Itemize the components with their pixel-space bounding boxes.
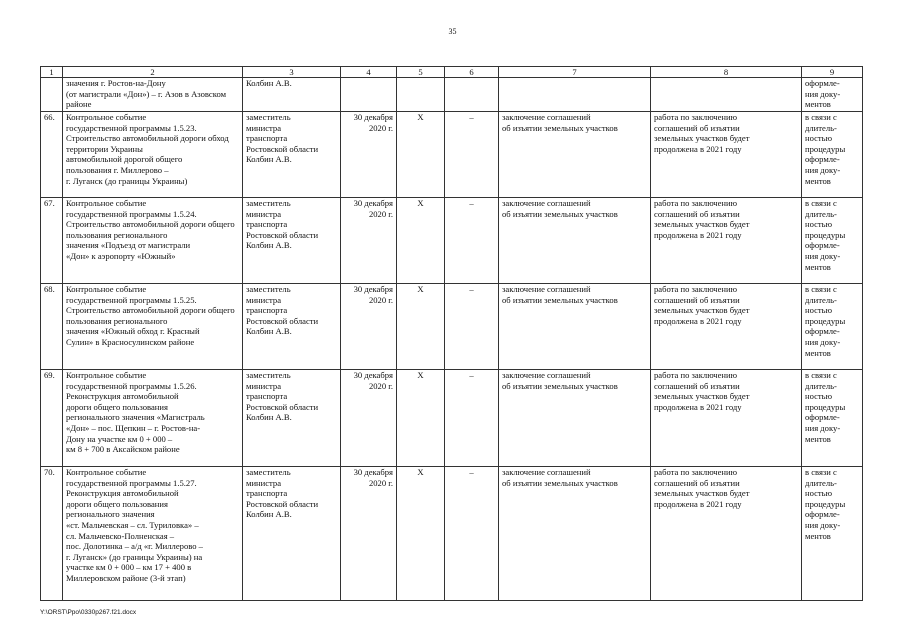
row-number: 69.: [41, 370, 63, 467]
continuation-row: [41, 78, 863, 112]
col6-mark: –: [445, 370, 499, 467]
header-cell: 3: [243, 67, 341, 78]
reason-text: в связи с длитель- ностью процедуры оформле- ния доку- ментов: [802, 284, 863, 370]
responsible-text: заместитель министра транспорта Ростовской области Колбин А.В.: [243, 284, 341, 370]
header-cell: 2: [63, 67, 243, 78]
file-path-footer: Y:\ORST\Ppo\0330p267.f21.docx: [40, 609, 137, 616]
col5-mark: Х: [397, 112, 445, 198]
status-text: работа по заключению соглашений об изъятии земельных участков будет продолжена в 2021 году: [651, 112, 802, 198]
header-cell: 7: [499, 67, 651, 78]
header-row: [41, 67, 863, 78]
col5-mark: Х: [397, 467, 445, 601]
result-text: заключение соглашений об изъятии земельных участков: [499, 112, 651, 198]
col5-mark: Х: [397, 284, 445, 370]
reason-text: в связи с длитель- ностью процедуры оформле- ния доку- ментов: [802, 370, 863, 467]
col5-mark: Х: [397, 198, 445, 284]
col6-mark: –: [445, 112, 499, 198]
header-cell: 5: [397, 67, 445, 78]
result-text: заключение соглашений об изъятии земельных участков: [499, 284, 651, 370]
header-cell: 1: [41, 67, 63, 78]
row-number: 67.: [41, 198, 63, 284]
reason-text: в связи с длитель- ностью процедуры оформле- ния доку- ментов: [802, 112, 863, 198]
status-text: работа по заключению соглашений об изъятии земельных участков будет продолжена в 2021 году: [651, 370, 802, 467]
responsible-text: заместитель министра транспорта Ростовской области Колбин А.В.: [243, 112, 341, 198]
col6-mark: –: [445, 284, 499, 370]
result-text: заключение соглашений об изъятии земельных участков: [499, 198, 651, 284]
row-number: 68.: [41, 284, 63, 370]
row-number: 66.: [41, 112, 63, 198]
deadline-date: 30 декабря 2020 г.: [341, 112, 397, 198]
reason-text: в связи с длитель- ностью процедуры оформле- ния доку- ментов: [802, 198, 863, 284]
status-text: работа по заключению соглашений об изъятии земельных участков будет продолжена в 2021 году: [651, 284, 802, 370]
header-cell: 9: [802, 67, 863, 78]
col6-mark: –: [445, 467, 499, 601]
deadline-date: 30 декабря 2020 г.: [341, 370, 397, 467]
table-row: [41, 112, 863, 198]
responsible-text: заместитель министра транспорта Ростовской области Колбин А.В.: [243, 467, 341, 601]
table-row: [41, 284, 863, 370]
event-text: Контрольное событие государственной программы 1.5.23. Строительство автомобильной дороги обход территории Украины автомобильной дорогой общего пользования г. Миллерово – г. Луганск (до границы Украины): [63, 112, 243, 198]
reason-text: в связи с длитель- ностью процедуры оформле- ния доку- ментов: [802, 467, 863, 601]
status-text: работа по заключению соглашений об изъятии земельных участков будет продолжена в 2021 году: [651, 467, 802, 601]
responsible-text: заместитель министра транспорта Ростовской области Колбин А.В.: [243, 370, 341, 467]
result-text: заключение соглашений об изъятии земельных участков: [499, 370, 651, 467]
header-cell: 6: [445, 67, 499, 78]
deadline-date: 30 декабря 2020 г.: [341, 467, 397, 601]
control-events-table: [40, 66, 863, 601]
deadline-date: 30 декабря 2020 г.: [341, 198, 397, 284]
table-row: [41, 467, 863, 601]
event-text: Контрольное событие государственной программы 1.5.27. Реконструкция автомобильной дороги общего пользования регионального значения «ст. Мальчевская – сл. Туриловка» – сл. Мальчевско-Полненская – пос. Долотинка – а/д «г. Миллерово – г. Луганск» (до границы Украины) на участке км 0 + 000 – км 17 + 400 в Миллеровском районе (3-й этап): [63, 467, 243, 601]
col5-mark: Х: [397, 370, 445, 467]
row-number: 70.: [41, 467, 63, 601]
deadline-date: 30 декабря 2020 г.: [341, 284, 397, 370]
event-text: Контрольное событие государственной программы 1.5.24. Строительство автомобильной дороги общего пользования регионального значения «Подъезд от магистрали «Дон» к аэропорту «Южный»: [63, 198, 243, 284]
event-text: значения г. Ростов-на-Дону (от магистрали «Дон») – г. Азов в Азовском районе: [63, 78, 243, 112]
table-row: [41, 198, 863, 284]
header-cell: 8: [651, 67, 802, 78]
responsible-text: Колбин А.В.: [243, 78, 341, 112]
reason-text: оформле- ния доку- ментов: [802, 78, 863, 112]
header-cell: 4: [341, 67, 397, 78]
page-number: 35: [448, 27, 457, 36]
row-number: [41, 78, 63, 112]
col6-mark: –: [445, 198, 499, 284]
table-row: [41, 370, 863, 467]
event-text: Контрольное событие государственной программы 1.5.26. Реконструкция автомобильной дороги общего пользования регионального значения «Магистраль «Дон» – пос. Щепкин – г. Ростов-на- Дону на участке км 0 + 000 – км 8 + 700 в Аксайском районе: [63, 370, 243, 467]
event-text: Контрольное событие государственной программы 1.5.25. Строительство автомобильной дороги общего пользования регионального значения «Южный обход г. Красный Сулин» в Красносулинском районе: [63, 284, 243, 370]
result-text: заключение соглашений об изъятии земельных участков: [499, 467, 651, 601]
status-text: работа по заключению соглашений об изъятии земельных участков будет продолжена в 2021 году: [651, 198, 802, 284]
responsible-text: заместитель министра транспорта Ростовской области Колбин А.В.: [243, 198, 341, 284]
